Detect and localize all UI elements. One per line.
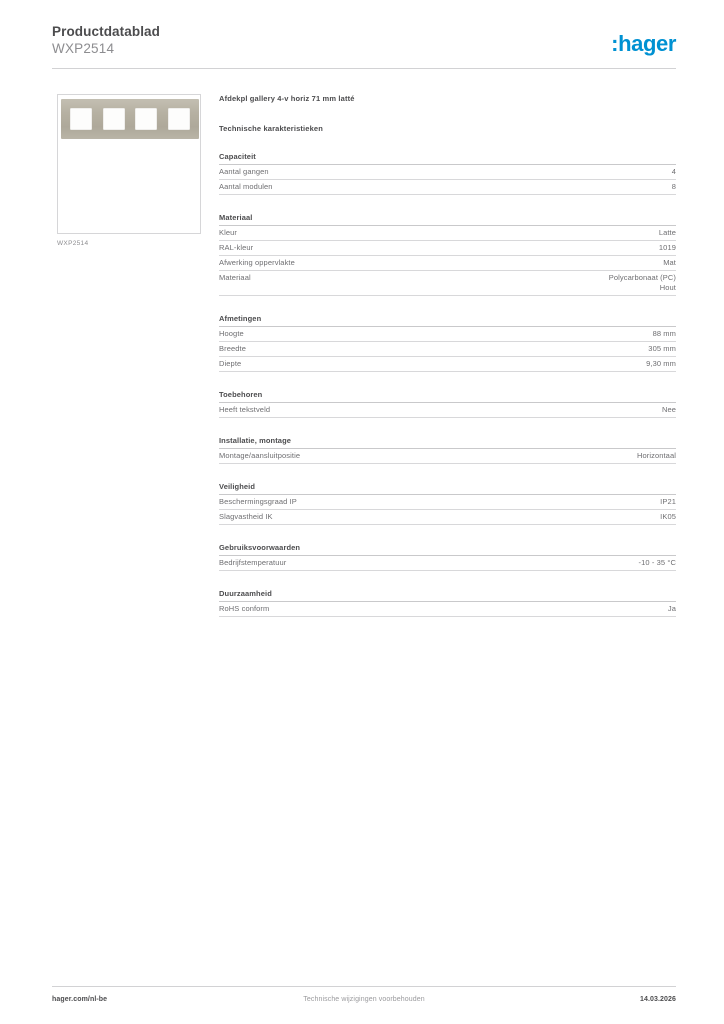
spec-value (636, 344, 676, 354)
spec-label: RoHS conform (219, 604, 270, 613)
spec-group (219, 212, 676, 296)
spec-label: Materiaal (219, 273, 251, 282)
spec-row (219, 226, 676, 241)
product-figure (57, 94, 203, 247)
spec-row (219, 241, 676, 256)
spec-group-title: Duurzaamheid (219, 588, 676, 602)
spec-value-line: 1019 (658, 243, 676, 252)
spec-value-line: 305 mm (648, 344, 676, 353)
spec-row (219, 180, 676, 195)
spec-row (219, 342, 676, 357)
product-image-caption: WXP2514 (57, 240, 89, 247)
spec-value (641, 329, 676, 339)
spec-value-line: -10 - 35 °C (638, 558, 676, 567)
spec-value-line: Mat (663, 258, 676, 267)
spec-value-line: Polycarbonaat (PC) (608, 273, 676, 282)
page-footer (52, 996, 676, 1003)
spec-group-title: Installatie, montage (219, 435, 676, 449)
spec-value (660, 182, 676, 192)
spec-value-line: 8 (671, 182, 676, 191)
spec-group-title: Gebruiksvoorwaarden (219, 542, 676, 556)
spec-value (625, 451, 676, 461)
spec-value-line: 4 (671, 167, 676, 176)
spec-value (647, 243, 676, 253)
spec-group (219, 588, 676, 617)
product-image (57, 94, 201, 234)
product-name: Afdekpl gallery 4-v horiz 71 mm latté (219, 94, 355, 103)
spec-row (219, 449, 676, 464)
spec-label: Aantal modulen (219, 182, 273, 191)
spec-value-line: Nee (661, 405, 676, 414)
spec-label: Slagvastheid IK (219, 512, 273, 521)
footer-divider (52, 986, 676, 987)
spec-value (597, 273, 676, 293)
spec-value-line: Horizontaal (636, 451, 676, 460)
spec-row (219, 602, 676, 617)
spec-row (219, 510, 676, 525)
footer-website[interactable]: hager.com/nl-be (52, 996, 108, 1003)
spec-value-line: 9,30 mm (646, 359, 676, 368)
spec-value-line: Hout (659, 283, 676, 292)
gang-opening (168, 108, 190, 130)
spec-row (219, 495, 676, 510)
spec-value (656, 604, 676, 614)
spec-label: Bedrijfstemperatuur (219, 558, 287, 567)
hager-logo: :hager (611, 31, 676, 56)
spec-label: Aantal gangen (219, 167, 269, 176)
spec-value (651, 258, 676, 268)
spec-row (219, 327, 676, 342)
spec-value (647, 228, 676, 238)
spec-label: Afwerking oppervlakte (219, 258, 295, 267)
spec-group (219, 435, 676, 464)
spec-label: Beschermingsgraad IP (219, 497, 297, 506)
spec-value-line: IK05 (660, 512, 676, 521)
spec-group (219, 313, 676, 372)
spec-label: Hoogte (219, 329, 244, 338)
spec-row (219, 357, 676, 372)
spec-label: Breedte (219, 344, 246, 353)
spec-label: Diepte (219, 359, 242, 368)
gang-opening (70, 108, 92, 130)
spec-group-title: Materiaal (219, 212, 676, 226)
spec-value-line: Ja (667, 604, 676, 613)
spec-label: RAL-kleur (219, 243, 254, 252)
spec-groups (219, 151, 676, 617)
spec-row (219, 271, 676, 296)
footer-date: 14.03.2026 (639, 996, 676, 1003)
spec-value-line: 88 mm (652, 329, 676, 338)
spec-label: Kleur (219, 228, 238, 237)
spec-value-line: Latte (658, 228, 676, 237)
page-header (52, 24, 676, 70)
spec-value (627, 558, 676, 568)
spec-row (219, 256, 676, 271)
spec-value (648, 497, 676, 507)
specifications-column (219, 94, 676, 617)
spec-group (219, 151, 676, 195)
spec-group-title: Toebehoren (219, 389, 676, 403)
product-reference: WXP2514 (52, 41, 115, 56)
spec-group (219, 542, 676, 571)
spec-value (650, 405, 676, 415)
specs-heading: Technische karakteristieken (219, 124, 323, 133)
footer-disclaimer: Technische wijzigingen voorbehouden (303, 996, 425, 1003)
spec-value-line: IP21 (660, 497, 676, 506)
header-divider (52, 68, 676, 69)
spec-group (219, 389, 676, 418)
spec-group-title: Veiligheid (219, 481, 676, 495)
spec-row (219, 556, 676, 571)
spec-group-title: Afmetingen (219, 313, 676, 327)
gang-opening (103, 108, 125, 130)
gang-opening (135, 108, 157, 130)
spec-value (634, 359, 676, 369)
spec-label: Montage/aansluitpositie (219, 451, 301, 460)
spec-row (219, 403, 676, 418)
spec-value (660, 167, 676, 177)
page-title: Productdatablad (52, 24, 161, 39)
spec-label: Heeft tekstveld (219, 405, 271, 414)
cover-frame-graphic (61, 99, 199, 139)
spec-group-title: Capaciteit (219, 151, 676, 165)
spec-group (219, 481, 676, 525)
spec-row (219, 165, 676, 180)
spec-value (648, 512, 676, 522)
frame-openings (61, 99, 199, 139)
